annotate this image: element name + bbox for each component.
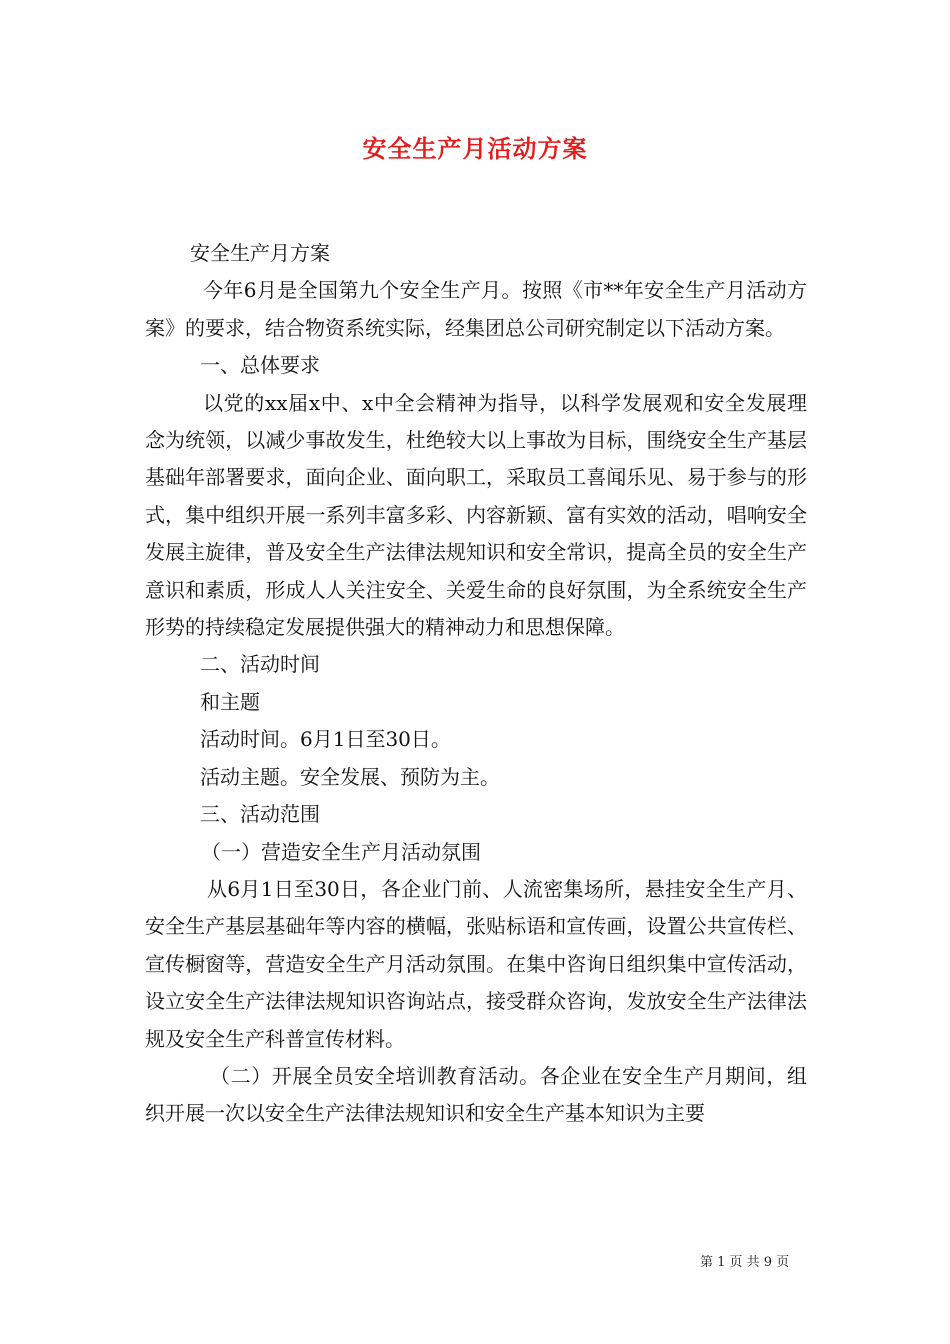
- document-subtitle: 安全生产月方案: [190, 241, 330, 265]
- section-heading-1: 一、总体要求: [200, 353, 320, 378]
- document-title: 安全生产月活动方案: [362, 134, 588, 163]
- section-heading-2: 二、活动时间: [200, 652, 320, 677]
- section-heading-2-continuation: 和主题: [200, 689, 260, 714]
- paragraph-training: （二）开展全员安全培训教育活动。各企业在安全生产月期间，组织开展一次以安全生产法律法规知识和安全生产基本知识为主要: [145, 1063, 807, 1126]
- paragraph-atmosphere: 从6月1日至30日，各企业门前、人流密集场所，悬挂安全生产月、安全生产基层基础年等内容的横幅，张贴标语和宣传画，设置公共宣传栏、宣传橱窗等，营造安全生产月活动氛围。在集中咨询日组织集中宣传活动，设立安全生产法律法规知识咨询站点，接受群众咨询，发放安全生产法律法规及安全生产科普宣传材料。: [145, 876, 807, 1051]
- document-body: [145, 235, 807, 1133]
- paragraph-general-requirements: 以党的xx届x中、x中全会精神为指导，以科学发展观和安全发展理念为统领，以减少事故发生，杜绝较大以上事故为目标，围绕安全生产基层基础年部署要求，面向企业、面向职工，采取员工喜闻乐见、易于参与的形式，集中组织开展一系列丰富多彩、内容新颖、富有实效的活动，唱响安全发展主旋律，普及安全生产法律法规知识和安全常识，提高全员的安全生产意识和素质，形成人人关注安全、关爱生命的良好氛围，为全系统安全生产形势的持续稳定发展提供强大的精神动力和思想保障。: [145, 390, 807, 640]
- activity-time: 活动时间。6月1日至30日。: [200, 727, 451, 752]
- activity-theme: 活动主题。安全发展、预防为主。: [200, 764, 500, 789]
- page-footer: 第 1 页 共 9 页: [700, 1255, 790, 1270]
- subsection-heading-1: （一）营造安全生产月活动氛围: [201, 839, 481, 864]
- section-heading-3: 三、活动范围: [200, 802, 320, 827]
- intro-paragraph: 今年6月是全国第九个安全生产月。按照《市**年安全生产月活动方案》的要求，结合物资系统实际，经集团总公司研究制定以下活动方案。: [145, 278, 807, 340]
